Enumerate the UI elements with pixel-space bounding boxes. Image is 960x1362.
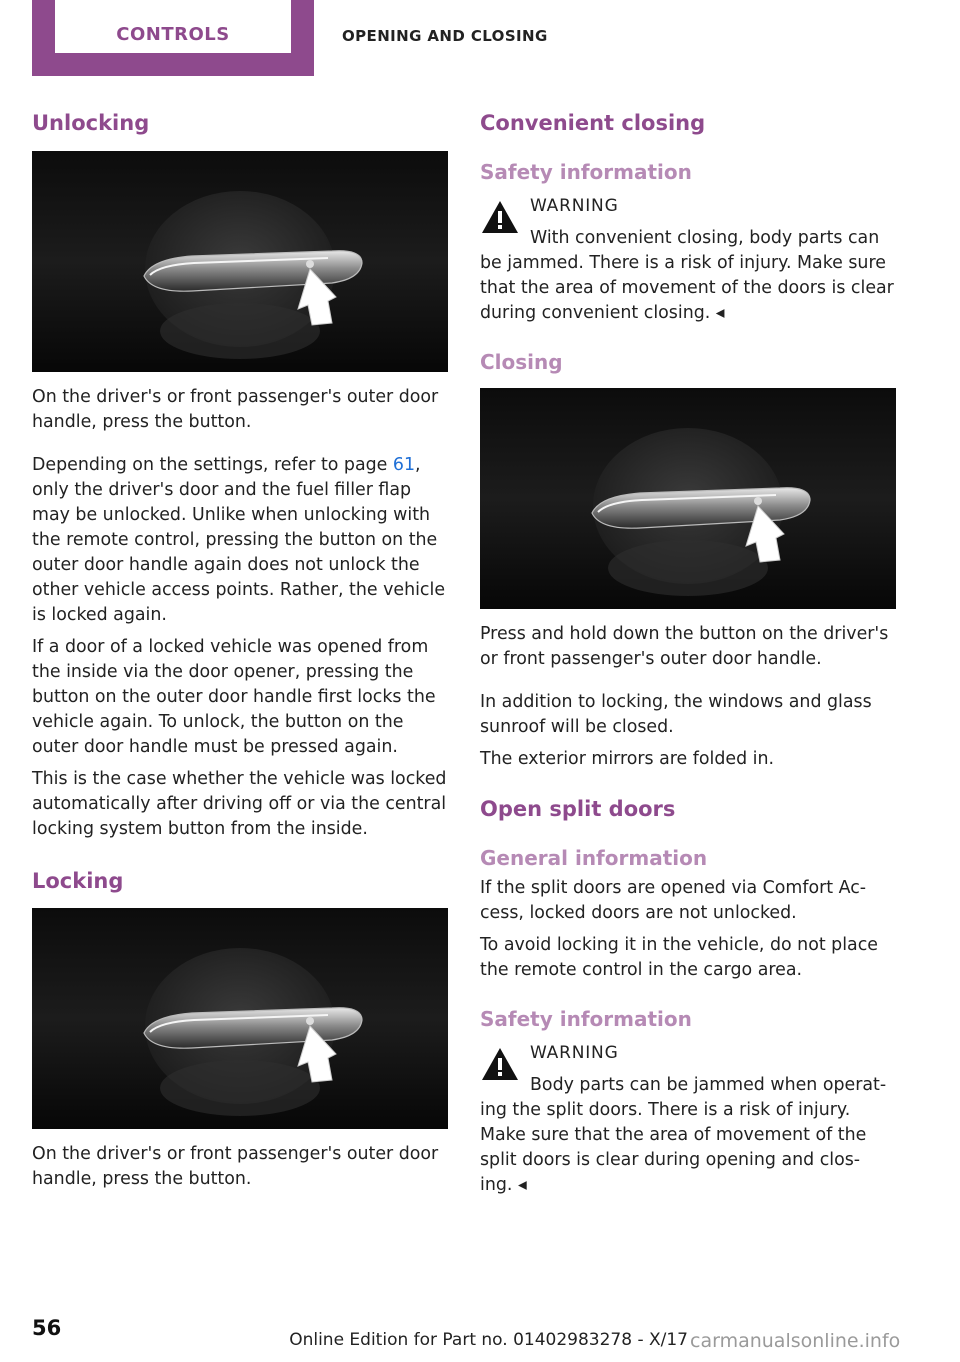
- safety-information-heading: Safety information: [480, 160, 692, 184]
- closing-instruction: Press and hold down the button on the driver's or front passenger's outer door handle.: [480, 624, 889, 669]
- safety-information-heading-2: Safety information: [480, 1007, 692, 1031]
- unlocking-settings-paragraph: [32, 453, 448, 628]
- page-link-61[interactable]: 61: [392, 455, 416, 475]
- unlocking-heading: Unlocking: [32, 111, 150, 135]
- general-comfort-access-paragraph: If the split doors are opened via Comfort Ac‐ cess, locked doors are not unlocked.: [480, 878, 867, 923]
- right-column: [480, 108, 896, 1198]
- left-column: [32, 108, 448, 1192]
- warning-text-first-line: With convenient closing, body parts can: [530, 228, 880, 248]
- watermark-text: carmanualsonline.info: [690, 1330, 901, 1352]
- general-information-heading: General information: [480, 846, 708, 870]
- general-remote-control-paragraph: To avoid locking it in the vehicle, do not place the remote control in the cargo area.: [480, 935, 878, 980]
- edition-text: Online Edition for Part no. 01402983278 - X/17: [289, 1330, 688, 1350]
- door-handle-figure-locking: [32, 908, 448, 1129]
- warning-text: be jammed. There is a risk of injury. Make sure that the area of movement of the doors is clear during convenient closing. ◂: [480, 253, 894, 323]
- open-split-doors-heading: Open split doors: [480, 797, 676, 821]
- unlocking-locked-vehicle-paragraph: If a door of a locked vehicle was opened from the inside via the door opener, pressing the button on the outer door handle first locks the vehicle again. To unlock, the button on the outer door handle must be pressed again.: [32, 637, 436, 757]
- warning-text-2: ing the split doors. There is a risk of injury. Make sure that the area of movement of the split doors is clear during opening and clos‐ ing. ◂: [480, 1100, 867, 1195]
- chapter-title: CONTROLS: [116, 24, 230, 45]
- unlocking-settings-text-cont: , only the driver's door and the fuel filler flap may be unlocked. Unlike when unlocking with the remote control, pressing the button on the outer door handle again does not unlock the other vehicle access points. Rather, the vehicle is locked again.: [32, 455, 446, 625]
- closing-mirrors-paragraph: The exterior mirrors are folded in.: [480, 749, 775, 769]
- convenient-closing-heading: Convenient closing: [480, 111, 706, 135]
- locking-instruction: On the driver's or front passenger's outer door handle, press the button.: [32, 1144, 439, 1189]
- warning-block-convenient: [480, 194, 896, 326]
- locking-heading: Locking: [32, 869, 124, 893]
- closing-windows-paragraph: In addition to locking, the windows and glass sunroof will be closed.: [480, 692, 872, 737]
- unlocking-settings-text: Depending on the settings, refer to page: [32, 455, 393, 475]
- warning-block-split-doors: [480, 1041, 896, 1198]
- unlocking-instruction: On the driver's or front passenger's outer door handle, press the button.: [32, 387, 439, 432]
- warning-text-first-line-2: Body parts can be jammed when operat‐: [530, 1075, 887, 1095]
- closing-heading: Closing: [480, 350, 563, 374]
- page-number: 56: [32, 1316, 62, 1340]
- warning-triangle-icon: [480, 198, 520, 236]
- warning-title-2: WARNING: [530, 1043, 619, 1063]
- door-handle-figure-closing: [480, 388, 896, 609]
- warning-title: WARNING: [530, 196, 619, 216]
- section-title: OPENING AND CLOSING: [342, 27, 548, 45]
- door-handle-figure-unlocking: [32, 151, 448, 372]
- unlocking-case-paragraph: This is the case whether the vehicle was locked automatically after driving off or via the central locking system button from the inside.: [32, 769, 447, 839]
- warning-triangle-icon: [480, 1045, 520, 1083]
